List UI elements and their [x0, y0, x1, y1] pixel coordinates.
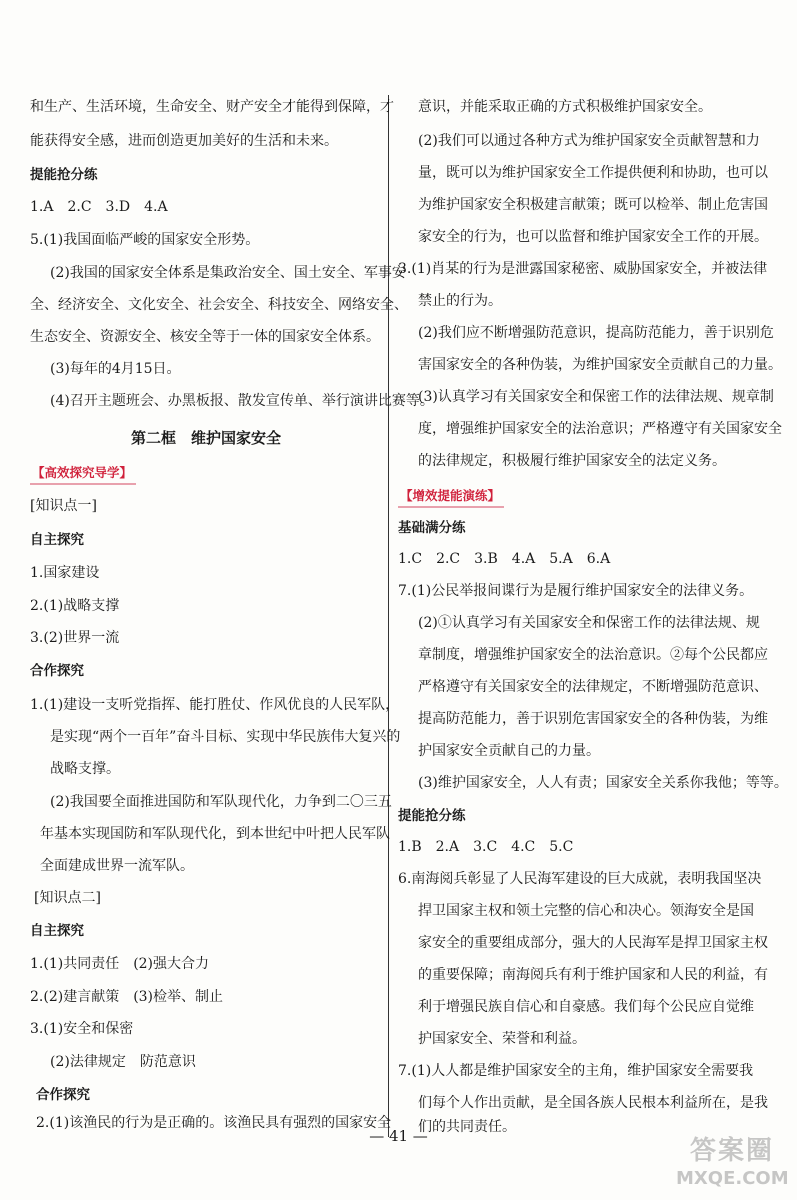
text-line: 7.(1)人人都是维护国家安全的主角，维护国家安全需要我	[398, 1063, 754, 1079]
knowledge-point-label: [知识点一]	[30, 498, 97, 514]
text-line: 家安全的重要组成部分，强大的人民海军是捍卫国家主权	[418, 935, 768, 951]
text-line: (2)①认真学习有关国家安全和保密工作的法律法规、规	[418, 615, 760, 631]
answer-line: 1.B 2.A 3.C 4.C 5.C	[398, 839, 574, 855]
subheading: 合作探究	[36, 1087, 90, 1103]
watermark-text: 答案圈	[689, 1136, 774, 1166]
text-line: (2)我国的国家安全体系是集政治安全、国土安全、军事安	[50, 265, 406, 281]
text-line: (3)每年的4月15日。	[50, 361, 181, 377]
text-line: 的重要保障；南海阅兵有利于维护国家和人民的利益，有	[418, 967, 768, 983]
section-title: 第二框 维护国家安全	[130, 429, 281, 447]
text-line: 禁止的行为。	[418, 293, 502, 309]
text-line: 严格遵守有关国家安全的法律规定，不断增强防范意识、	[418, 679, 768, 695]
text-line: 能获得安全感，进而创造更加美好的生活和未来。	[30, 133, 338, 149]
text-line: 全、经济安全、文化安全、社会安全、科技安全、网络安全、	[30, 297, 408, 313]
knowledge-point-label: [知识点二]	[34, 890, 101, 906]
answer-line: 3.(2)世界一流	[30, 630, 120, 646]
text-line: 章制度，增强维护国家安全的法治意识。②每个公民都应	[418, 647, 768, 663]
text-line: 和生产、生活环境，生命安全、财产安全才能得到保障，才	[30, 99, 394, 115]
text-line: 为维护国家安全积极建言献策；既可以检举、制止危害国	[418, 197, 768, 213]
answer-line: 1.A 2.C 3.D 4.A	[30, 199, 168, 215]
answer-line: 2.(2)建言献策 (3)检举、制止	[30, 989, 224, 1005]
text-line: 7.(1)公民举报间谍行为是履行维护国家安全的法律义务。	[398, 583, 754, 599]
answer-line: 1.国家建设	[30, 565, 100, 581]
text-line: 1.(1)建设一支听党指挥、能打胜仗、作风优良的人民军队，	[30, 697, 400, 713]
text-line: 量，既可以为维护国家安全工作提供便利和协助，也可以	[418, 165, 768, 181]
text-line: 全面建成世界一流军队。	[40, 858, 194, 874]
answer-line: 1.C 2.C 3.B 4.A 5.A 6.A	[398, 551, 611, 567]
text-line: 护国家安全、荣誉和利益。	[418, 1031, 586, 1047]
text-line: 意识，并能采取正确的方式积极维护国家安全。	[418, 99, 712, 115]
answer-line: (2)法律规定 防范意识	[50, 1054, 196, 1070]
text-line: (2)我们应不断增强防范意识，提高防范能力，善于识别危	[418, 325, 774, 341]
text-line: 6.南海阅兵彰显了人民海军建设的巨大成就，表明我国坚决	[398, 871, 762, 887]
text-line: 生态安全、资源安全、核安全等于一体的国家安全体系。	[30, 329, 380, 345]
text-line: 5.(1)我国面临严峻的国家安全形势。	[30, 232, 260, 248]
text-line: 家安全的行为，也可以监督和维护国家安全工作的开展。	[418, 229, 768, 245]
text-line: (4)召开主题班会、办黑板报、散发宣传单、举行演讲比赛等。	[50, 393, 434, 409]
text-line: 捍卫国家主权和领土完整的信心和决心。领海安全是国	[418, 903, 754, 919]
text-line: 害国家安全的各种伪装，为维护国家安全贡献自己的力量。	[418, 357, 782, 373]
text-line: 3.(1)肖某的行为是泄露国家秘密、威胁国家安全，并被法律	[398, 261, 768, 277]
page-number: — 41 —	[369, 1127, 428, 1145]
subheading: 合作探究	[30, 663, 84, 679]
text-line: (2)我国要全面推进国防和军队现代化，力争到二〇三五	[50, 794, 392, 810]
subheading: 提能抢分练	[398, 808, 466, 824]
text-line: 们每个人作出贡献，是全国各族人民根本利益所在，是我	[418, 1095, 768, 1111]
section-tag: 【增效提能演练】	[398, 486, 504, 508]
watermark-logo	[676, 1126, 788, 1194]
answer-line: 2.(1)战略支撑	[30, 598, 120, 614]
text-line: 战略支撑。	[50, 761, 120, 777]
text-line: 是实现“两个一百年”奋斗目标、实现中华民族伟大复兴的	[50, 729, 401, 745]
text-line: 提高防范能力，善于识别危害国家安全的各种伪装，为维	[418, 711, 768, 727]
section-tag: 【高效探究导学】	[30, 463, 136, 485]
text-line: 的法律规定，积极履行维护国家安全的法定义务。	[418, 453, 726, 469]
text-line: 护国家安全贡献自己的力量。	[418, 743, 600, 759]
subheading: 自主探究	[30, 923, 84, 939]
subheading: 提能抢分练	[30, 167, 98, 183]
text-line: (3)认真学习有关国家安全和保密工作的法律法规、规章制	[418, 389, 774, 405]
text-line: 利于增强民族自信心和自豪感。我们每个公民应自觉维	[418, 999, 754, 1015]
text-line: (3)维护国家安全，人人有责；国家安全关系你我他；等等。	[418, 775, 788, 791]
subheading: 自主探究	[30, 532, 84, 548]
text-line: (2)我们可以通过各种方式为维护国家安全贡献智慧和力	[418, 133, 760, 149]
text-line: 年基本实现国防和军队现代化，到本世纪中叶把人民军队	[40, 826, 390, 842]
text-line: 2.(1)该渔民的行为是正确的。该渔民具有强烈的国家安全	[36, 1115, 392, 1131]
answer-line: 1.(1)共同责任 (2)强大合力	[30, 956, 210, 972]
text-line: 们的共同责任。	[418, 1119, 516, 1135]
text-line: 度，增强维护国家安全的法治意识；严格遵守有关国家安全	[418, 421, 782, 437]
answer-line: 3.(1)安全和保密	[30, 1021, 134, 1037]
column-divider	[388, 95, 389, 1137]
subheading: 基础满分练	[398, 520, 466, 536]
watermark-url: MXQE.COM	[676, 1168, 789, 1189]
